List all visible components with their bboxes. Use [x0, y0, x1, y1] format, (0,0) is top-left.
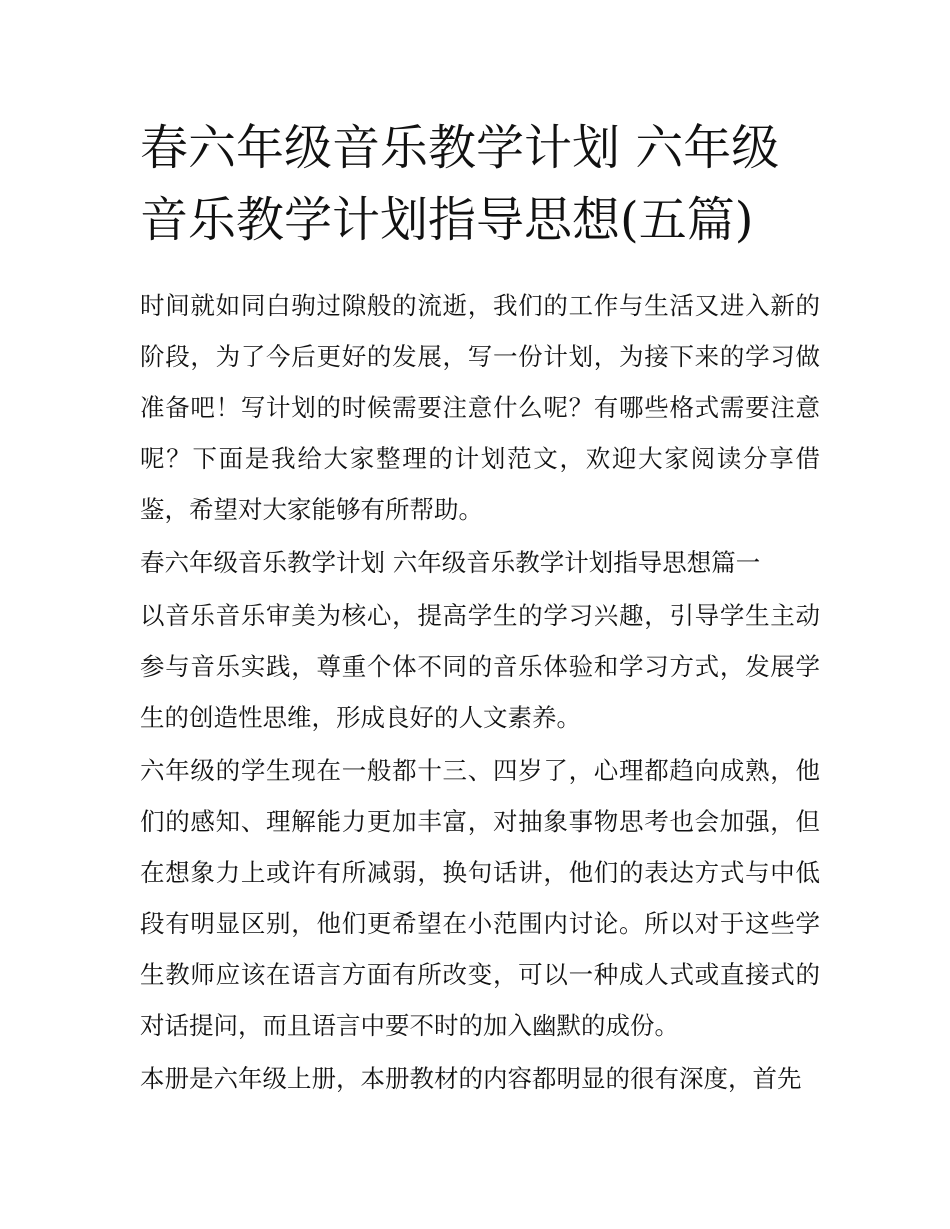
body-paragraph-3: 本册是六年级上册，本册教材的内容都明显的很有深度，首先: [140, 1064, 802, 1093]
intro-paragraph: 时间就如同白驹过隙般的流逝，我们的工作与生活又进入新的阶段，为了今后更好的发展，写一份计划，为接下来的学习做准备吧！写计划的时候需要注意什么呢？有哪些格式需要注意呢？下面是我给大家整理的计划范文，欢迎大家阅读分享借鉴，希望对大家能够有所帮助。: [140, 291, 820, 524]
document-title: 春六年级音乐教学计划 六年级音乐教学计划指导思想(五篇): [140, 120, 780, 248]
section-heading: 春六年级音乐教学计划 六年级音乐教学计划指导思想篇一: [140, 548, 761, 577]
document-body: [140, 280, 820, 1106]
body-paragraph-1: 以音乐音乐审美为核心，提高学生的学习兴趣，引导学生主动参与音乐实践，尊重个体不同的音乐体验和学习方式，发展学生的创造性思维，形成良好的人文素养。: [140, 601, 820, 732]
body-paragraph-2: 六年级的学生现在一般都十三、四岁了，心理都趋向成熟，他们的感知、理解能力更加丰富，对抽象事物思考也会加强，但在想象力上或许有所减弱，换句话讲，他们的表达方式与中低段有明显区别，他们更希望在小范围内讨论。所以对于这些学生教师应该在语言方面有所改变，可以一种成人式或直接式的对话提问，而且语言中要不时的加入幽默的成份。: [140, 756, 820, 1040]
